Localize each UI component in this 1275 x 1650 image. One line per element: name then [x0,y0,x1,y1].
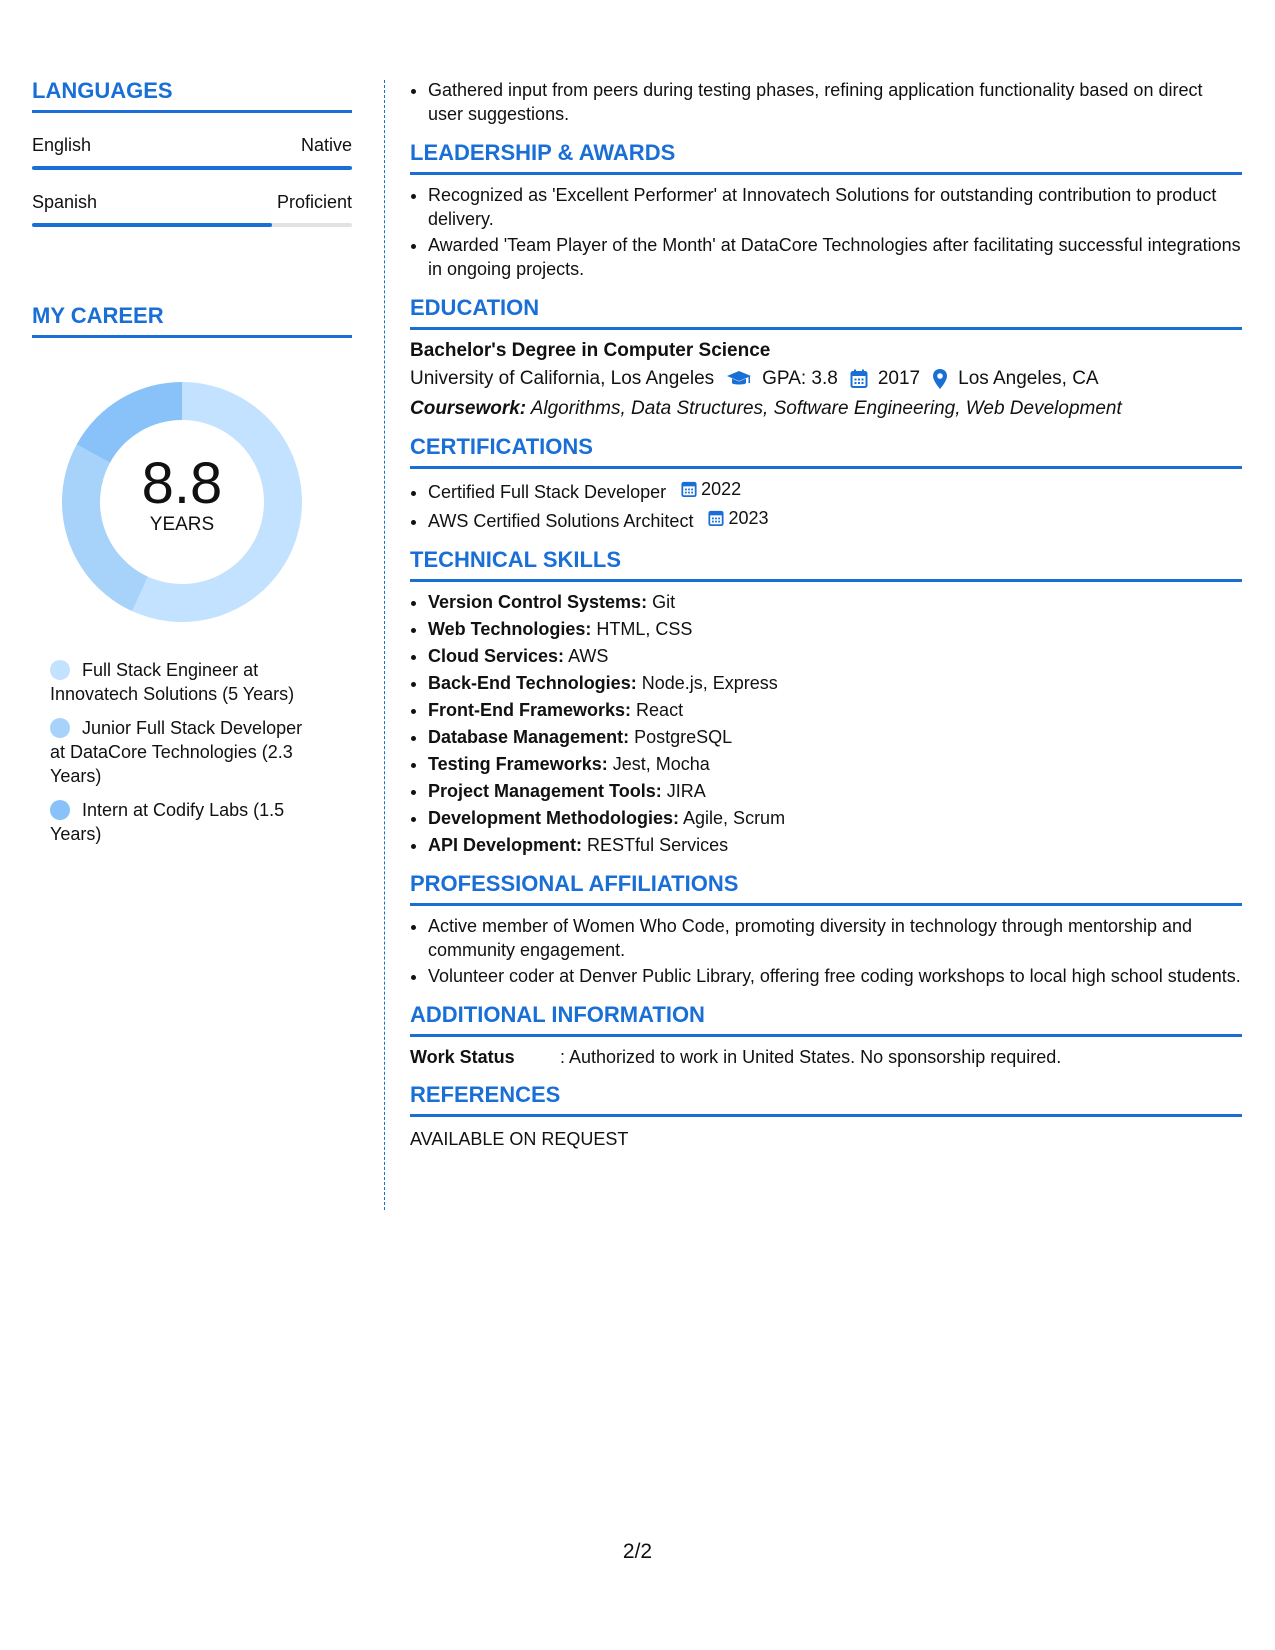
left-column [32,78,352,856]
skill-item [428,671,1242,695]
career-legend-label: Junior Full Stack Developer at DataCore Technologies (2.3 Years) [50,718,303,786]
affiliations-title: PROFESSIONAL AFFILIATIONS [410,871,1242,906]
language-level-bar [32,223,352,227]
language-level-fill [32,223,272,227]
right-column [410,78,1242,1150]
leadership-bullet: • Awarded 'Team Player of the Month' at DataCore Technologies after facilitating successful integrations in ongoing projects. [428,233,1242,281]
certification-year: 2022 [701,479,742,499]
experience-bullet: • Gathered input from peers during testing phases, refining application functionality based on direct user suggestions. [428,78,1242,126]
affiliation-bullet: • Volunteer coder at Denver Public Library, offering free coding workshops to local high school students. [428,964,1242,988]
skill-value: React [636,700,684,720]
skill-item [428,806,1242,830]
skill-label: Back-End Technologies: [428,673,637,693]
language-item [32,192,352,227]
career-legend-label: Full Stack Engineer at Innovatech Solutions (5 Years) [50,660,295,704]
skill-item [428,725,1242,749]
certifications-title: CERTIFICATIONS [410,434,1242,469]
column-divider [384,80,385,1210]
language-name: Spanish [32,192,98,212]
education-degree: Bachelor's Degree in Computer Science [410,340,771,361]
page-number: 2/2 [622,1540,653,1563]
additional-info-title: ADDITIONAL INFORMATION [410,1002,1242,1037]
leadership-section [410,140,1242,281]
affiliation-bullet: • Active member of Women Who Code, promoting diversity in technology through mentorship and community engagement. [428,914,1242,962]
career-title: MY CAREER [32,303,352,338]
skill-value: RESTful Services [587,835,729,855]
skill-label: Project Management Tools: [428,781,662,801]
skill-label: Front-End Frameworks: [428,700,632,720]
skill-value: Jest, Mocha [612,754,710,774]
graduation-cap-icon [726,369,752,389]
experience-continued [410,78,1242,126]
skill-value: HTML, CSS [596,619,693,639]
skill-label: Database Management: [428,727,630,747]
skill-item [428,833,1242,857]
language-level-bar [32,166,352,170]
skill-label: Web Technologies: [428,619,592,639]
skills-section [410,547,1242,857]
career-legend-item [50,658,320,706]
language-level: Native [300,135,352,155]
education-coursework [410,398,1242,420]
legend-dot-icon [50,800,70,820]
skill-value: Agile, Scrum [683,808,786,828]
skill-value: Node.js, Express [641,673,778,693]
certification-name: Certified Full Stack Developer [428,482,667,502]
leadership-bullet: • Recognized as 'Excellent Performer' at Innovatech Solutions for outstanding contribution to product delivery. [428,183,1242,231]
coursework-list: Algorithms, Data Structures, Software Engineering, Web Development [530,398,1122,419]
certification-year: 2023 [728,508,769,528]
career-legend-label: Intern at Codify Labs (1.5 Years) [50,800,285,844]
references-section [410,1082,1242,1150]
references-title: REFERENCES [410,1082,1242,1117]
skill-value: PostgreSQL [634,727,733,747]
education-school: University of California, Los Angeles [410,368,715,389]
career-donut-chart [62,382,302,622]
certification-item [428,477,1242,504]
leadership-title: LEADERSHIP & AWARDS [410,140,1242,175]
additional-info-section [410,1002,1242,1068]
career-total-years: 8.8 [141,451,223,516]
education-year: 2017 [877,368,921,389]
education-gpa: GPA: 3.8 [762,368,838,389]
certification-item [428,506,1242,533]
skill-label: Testing Frameworks: [428,754,608,774]
education-title: EDUCATION [410,295,1242,330]
skill-label: Development Methodologies: [428,808,680,828]
languages-title: LANGUAGES [32,78,352,113]
skill-value: AWS [568,646,609,666]
calendar-icon [708,509,724,527]
calendar-icon [850,369,868,389]
coursework-label: Coursework: [410,398,527,419]
career-total-unit: YEARS [149,514,215,535]
skill-item [428,644,1242,668]
career-legend-item [50,716,320,788]
skill-item [428,779,1242,803]
language-item [32,135,352,170]
language-level: Proficient [276,192,352,212]
career-legend-item [50,798,320,846]
skill-label: Cloud Services: [428,646,565,666]
legend-dot-icon [50,718,70,738]
location-pin-icon [932,368,948,390]
skill-label: Version Control Systems: [428,592,648,612]
career-legend [50,658,320,846]
work-status-value: : Authorized to work in United States. No sponsorship required. [560,1047,1062,1067]
skill-item [428,590,1242,614]
skill-label: API Development: [428,835,583,855]
certifications-section [410,434,1242,533]
education-section [410,295,1242,420]
legend-dot-icon [50,660,70,680]
references-text: AVAILABLE ON REQUEST [410,1129,629,1149]
skills-title: TECHNICAL SKILLS [410,547,1242,582]
skill-value: Git [652,592,676,612]
certification-name: AWS Certified Solutions Architect [428,511,694,531]
calendar-icon [681,480,697,498]
affiliations-section [410,871,1242,988]
language-name: English [32,135,92,155]
skill-item [428,752,1242,776]
skill-item [428,698,1242,722]
work-status-label: Work Status [410,1047,515,1067]
skill-value: JIRA [666,781,706,801]
education-location: Los Angeles, CA [958,368,1099,389]
skill-item [428,617,1242,641]
language-level-fill [32,166,352,170]
